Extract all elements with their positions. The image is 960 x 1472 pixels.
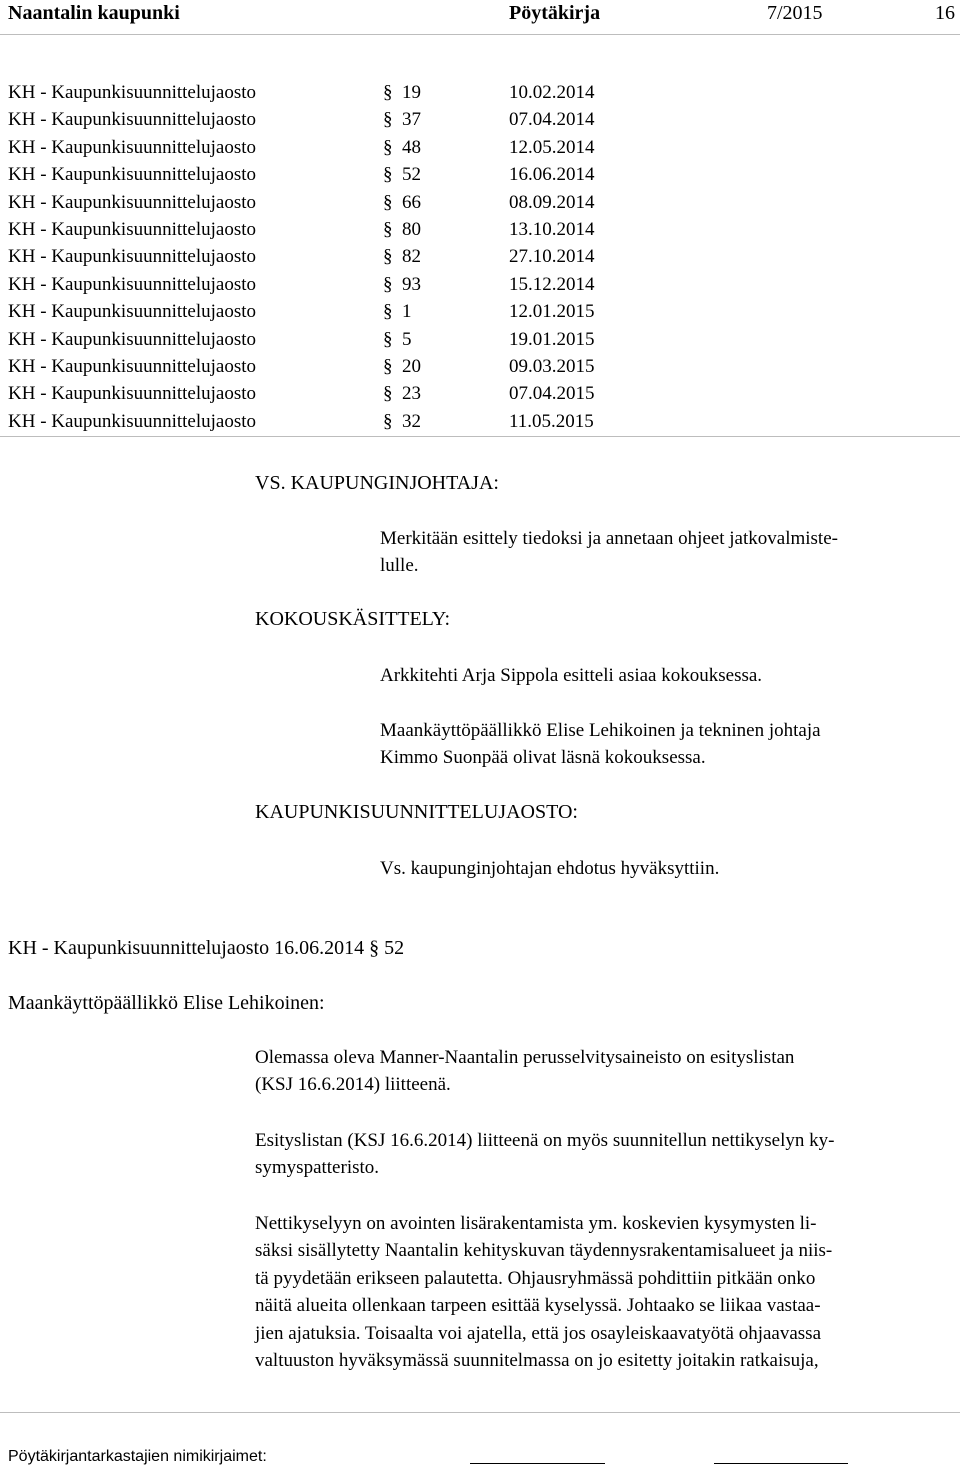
body-line: symyspatteristo.	[255, 1157, 380, 1179]
page-header	[0, 0, 960, 30]
reference-number: 37	[402, 109, 421, 131]
reference-number: 93	[402, 273, 421, 295]
section-sign-icon: §	[383, 301, 393, 323]
section-sign-icon: §	[383, 246, 393, 268]
body-paragraph	[255, 1044, 794, 1099]
section-sign-icon: §	[383, 410, 393, 432]
section-sign-icon: §	[383, 164, 393, 186]
reference-row	[0, 192, 960, 219]
reference-date: 12.01.2015	[509, 301, 595, 323]
reference-row	[0, 246, 960, 273]
reference-body: KH - Kaupunkisuunnittelujaosto	[8, 246, 257, 268]
reference-number: 52	[402, 164, 421, 186]
proposal-line: lulle.	[380, 555, 419, 577]
body-paragraph	[255, 1127, 834, 1182]
page-footer	[0, 1447, 960, 1472]
reference-row	[0, 137, 960, 164]
section-sign-icon: §	[383, 218, 393, 240]
reference-date: 27.10.2014	[509, 246, 595, 268]
section-sign-icon: §	[383, 82, 393, 103]
reference-number: 82	[402, 246, 421, 268]
reference-number: 20	[402, 355, 421, 377]
reference-date: 07.04.2014	[509, 109, 595, 131]
reference-date: 19.01.2015	[509, 328, 595, 350]
section-sign-icon: §	[383, 355, 393, 377]
page-number: 16	[935, 2, 955, 24]
reference-number: 80	[402, 218, 421, 240]
reference-number: 32	[402, 410, 421, 432]
reference-date: 10.02.2014	[509, 82, 595, 103]
reference-row	[0, 329, 960, 356]
reference-row	[0, 383, 960, 410]
reference-number: 66	[402, 191, 421, 213]
section-sign-icon: §	[383, 136, 393, 158]
reference-row	[0, 109, 960, 136]
section-sign-icon: §	[383, 328, 393, 350]
section-sign-icon: §	[369, 937, 380, 959]
footer-divider	[0, 1412, 960, 1413]
body-paragraph	[255, 1210, 832, 1374]
reference-number: 5	[402, 328, 412, 350]
section-reference-number: 52	[384, 937, 405, 959]
meeting-line: Kimmo Suonpää olivat läsnä kokouksessa.	[380, 747, 706, 769]
reference-body: KH - Kaupunkisuunnittelujaosto	[8, 383, 257, 405]
reference-date: 15.12.2014	[509, 273, 595, 295]
section-sign-icon: §	[383, 273, 393, 295]
reference-body: KH - Kaupunkisuunnittelujaosto	[8, 328, 257, 350]
section-reference	[8, 935, 404, 962]
body-line: säksi sisällytetty Naantalin kehityskuvan täydennysrakentamisalueet ja niis-	[255, 1240, 833, 1262]
reference-date: 08.09.2014	[509, 191, 595, 213]
reference-date: 09.03.2015	[509, 355, 595, 377]
reference-row	[0, 301, 960, 328]
body-line: Olemassa oleva Manner-Naantalin perusselvitysaineisto on esityslistan	[255, 1047, 795, 1068]
reference-number: 19	[402, 82, 421, 103]
section-sign-icon: §	[383, 109, 393, 131]
reference-number: 48	[402, 136, 421, 158]
footer-label: Pöytäkirjantarkastajien nimikirjaimet:	[8, 1448, 267, 1465]
reference-body: KH - Kaupunkisuunnittelujaosto	[8, 191, 257, 213]
body-line: näitä alueita ollenkaan tarpeen esittää kyselyssä. Johtaako se liikaa vastaa-	[255, 1295, 821, 1317]
organization-name: Naantalin kaupunki	[8, 2, 180, 24]
reference-row	[0, 82, 960, 109]
reference-row	[0, 411, 960, 438]
reference-date: 11.05.2015	[509, 410, 594, 432]
reference-date: 12.05.2014	[509, 136, 595, 158]
presenter-label: Maankäyttöpäällikkö Elise Lehikoinen:	[8, 992, 325, 1014]
document-number: 7/2015	[767, 2, 823, 24]
section-reference-text: KH - Kaupunkisuunnittelujaosto 16.06.2014	[8, 937, 365, 959]
reference-date: 13.10.2014	[509, 218, 595, 240]
reference-body: KH - Kaupunkisuunnittelujaosto	[8, 164, 257, 186]
reference-body: KH - Kaupunkisuunnittelujaosto	[8, 273, 257, 295]
reference-number: 23	[402, 383, 421, 405]
meeting-paragraph	[380, 717, 821, 772]
proposal-label: VS. KAUPUNGINJOHTAJA:	[255, 472, 499, 494]
body-line: Esityslistan (KSJ 16.6.2014) liitteenä on myös suunnitellun nettikyselyn ky-	[255, 1130, 835, 1151]
reference-list	[0, 82, 960, 438]
reference-row	[0, 164, 960, 191]
body-line: tä pyydetään erikseen palautetta. Ohjausryhmässä pohdittiin pitkään onko	[255, 1267, 816, 1289]
reference-body: KH - Kaupunkisuunnittelujaosto	[8, 355, 257, 377]
document-type: Pöytäkirja	[509, 2, 601, 24]
reference-row	[0, 274, 960, 301]
initials-line[interactable]	[470, 1463, 605, 1464]
decision-text: Vs. kaupunginjohtajan ehdotus hyväksyttiin.	[380, 858, 720, 879]
reference-date: 16.06.2014	[509, 164, 595, 186]
meeting-line: Maankäyttöpäällikkö Elise Lehikoinen ja tekninen johtaja	[380, 720, 821, 741]
references-divider	[0, 436, 960, 437]
reference-body: KH - Kaupunkisuunnittelujaosto	[8, 218, 257, 240]
meeting-label: KOKOUSKÄSITTELY:	[255, 608, 451, 630]
decision-label: KAUPUNKISUUNNITTELUJAOSTO:	[255, 801, 578, 823]
proposal-line: Merkitään esittely tiedoksi ja annetaan ohjeet jatkovalmiste-	[380, 528, 838, 549]
proposal-text	[380, 525, 838, 580]
section-sign-icon: §	[383, 383, 393, 405]
body-line: Nettikyselyyn on avointen lisärakentamista ym. koskevien kysymysten li-	[255, 1213, 817, 1234]
reference-date: 07.04.2015	[509, 383, 595, 405]
reference-row	[0, 356, 960, 383]
body-line: valtuuston hyväksymässä suunnitelmassa on jo esitetty joitakin ratkaisuja,	[255, 1350, 819, 1372]
meeting-paragraph: Arkkitehti Arja Sippola esitteli asiaa kokouksessa.	[380, 665, 763, 686]
header-divider	[0, 34, 960, 35]
body-line: (KSJ 16.6.2014) liitteenä.	[255, 1074, 451, 1096]
initials-line[interactable]	[714, 1463, 848, 1464]
reference-body: KH - Kaupunkisuunnittelujaosto	[8, 109, 257, 131]
reference-body: KH - Kaupunkisuunnittelujaosto	[8, 301, 257, 323]
reference-number: 1	[402, 301, 412, 323]
reference-body: KH - Kaupunkisuunnittelujaosto	[8, 410, 257, 432]
body-line: jien ajatuksia. Toisaalta voi ajatella, että jos osayleiskaavatyötä ohjaavassa	[255, 1322, 822, 1344]
reference-body: KH - Kaupunkisuunnittelujaosto	[8, 82, 257, 103]
reference-body: KH - Kaupunkisuunnittelujaosto	[8, 136, 257, 158]
section-sign-icon: §	[383, 191, 393, 213]
reference-row	[0, 219, 960, 246]
